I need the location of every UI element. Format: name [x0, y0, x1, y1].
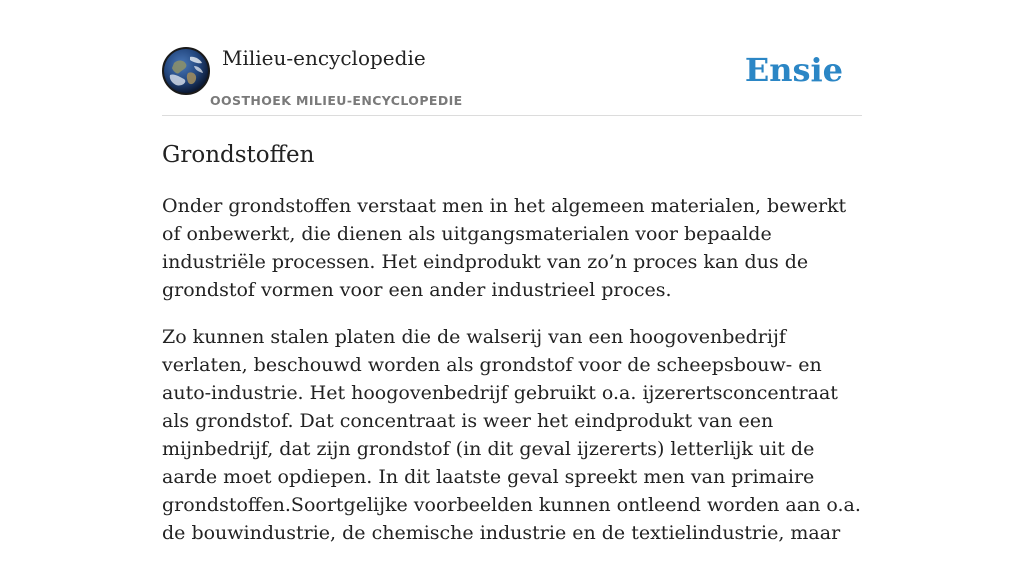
- page-title: Grondstoffen: [162, 142, 315, 168]
- site-header: [162, 0, 862, 116]
- brand-logo[interactable]: Ensie: [744, 51, 843, 89]
- article-body: [162, 192, 862, 566]
- paragraph: Onder grondstoffen verstaat men in het algemeen materialen, bewerkt of onbewerkt, die dienen als uitgangsmaterialen voor bepaalde industriële processen. Het eindprodukt van zo’n proces kan dus de grondstof vormen voor een ander industrieel proces.: [162, 195, 847, 301]
- site-name[interactable]: Milieu-encyclopedie: [222, 46, 426, 70]
- earth-globe-icon[interactable]: [162, 47, 210, 95]
- page: [162, 0, 862, 544]
- site-subtitle[interactable]: OOSTHOEK MILIEU-ENCYCLOPEDIE: [210, 93, 463, 108]
- paragraph: Zo kunnen stalen platen die de walserij van een hoogovenbedrijf verlaten, beschouwd worden als grondstof voor de scheepsbouw- en auto-industrie. Het hoogovenbedrijf gebruikt o.a. ijzerertsconcentraat als grondstof. Dat concentraat is weer het eindprodukt van een mijnbedrijf, dat zijn grondstof (in dit geval ijzererts) letterlijk uit de aarde moet opdiepen. In dit laatste geval spreekt men van primaire grondstoffen.Soortgelijke voorbeelden kunnen ontleend worden aan o.a. de bouwindustrie, de chemische industrie en de textielindustrie, maar: [162, 326, 861, 544]
